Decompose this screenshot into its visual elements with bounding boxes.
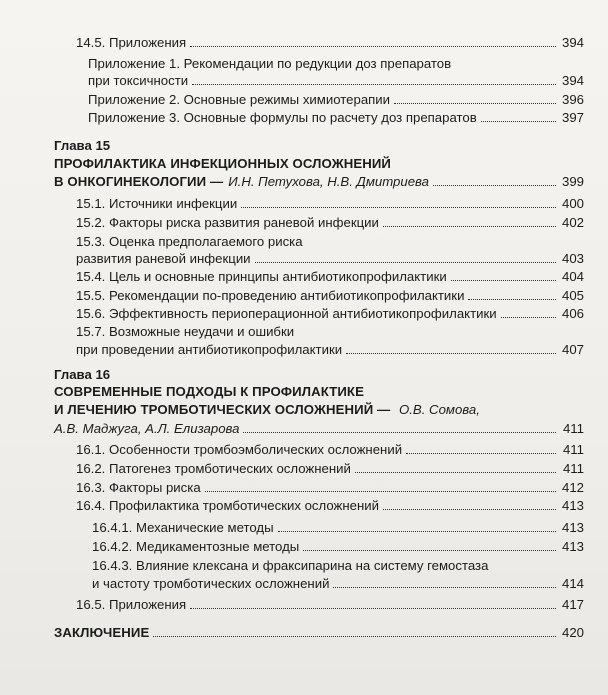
toc-entry-conclusion — [54, 624, 584, 641]
toc-entry-title: Приложение 1. Рекомендации по редукции доз препаратов — [88, 56, 452, 71]
toc-entry-title: 15.4. Цель и основные принципы антибиотикопрофилактики — [76, 269, 447, 284]
toc-entry — [76, 287, 584, 304]
toc-entry-page: 417 — [561, 597, 584, 612]
leader-dots — [278, 531, 556, 532]
toc-entry-page: 413 — [561, 498, 584, 513]
toc-entry-title: 16.3. Факторы риска — [76, 480, 201, 495]
chapter-title-line — [54, 401, 480, 418]
leader-dots — [333, 587, 556, 588]
toc-entry-title: 16.4. Профилактика тромботических осложнений — [76, 498, 380, 513]
toc-entry-title: 15.1. Источники инфекции — [76, 196, 238, 211]
toc-entry-title: развития раневой инфекции — [76, 251, 251, 266]
leader-dots — [243, 432, 556, 433]
toc-entry — [76, 34, 584, 51]
toc-entry-page: 414 — [561, 576, 584, 591]
toc-entry — [76, 214, 584, 231]
toc-entry-page: 411 — [562, 461, 584, 476]
chapter-title: СОВРЕМЕННЫЕ ПОДХОДЫ К ПРОФИЛАКТИКЕ — [54, 384, 364, 399]
toc-entry-page: 402 — [561, 215, 584, 230]
toc-entry-title: 14.5. Приложения — [76, 35, 187, 50]
toc-entry-title: ЗАКЛЮЧЕНИЕ — [54, 625, 150, 640]
chapter-label: Глава 15 — [54, 138, 111, 153]
chapter-label: Глава 16 — [54, 367, 111, 382]
toc-entry-page: 394 — [561, 35, 584, 50]
leader-dots — [190, 46, 556, 47]
leader-dots — [501, 317, 556, 318]
chapter-title: ПРОФИЛАКТИКА ИНФЕКЦИОННЫХ ОСЛОЖНЕНИЙ — [54, 156, 392, 171]
toc-entry-title: 15.7. Возможные неудачи и ошибки — [76, 324, 295, 339]
chapter-title: И ЛЕЧЕНИЮ ТРОМБОТИЧЕСКИХ ОСЛОЖНЕНИЙ — — [54, 402, 391, 417]
leader-dots — [383, 509, 556, 510]
toc-entry — [76, 596, 584, 613]
toc-entry-title: и частоту тромботических осложнений — [92, 576, 330, 591]
leader-dots — [303, 550, 556, 551]
toc-entry-page: 413 — [561, 520, 584, 535]
leader-dots — [241, 207, 556, 208]
toc-entry — [76, 195, 584, 212]
toc-entry-page: 407 — [561, 342, 584, 357]
toc-entry — [88, 72, 584, 89]
toc-entry-page: 399 — [561, 174, 584, 189]
leader-dots — [346, 353, 556, 354]
leader-dots — [468, 299, 556, 300]
toc-entry-title: 16.1. Особенности тромбоэмболических осложнений — [76, 442, 403, 457]
toc-entry-page: 404 — [561, 269, 584, 284]
leader-dots — [433, 185, 556, 186]
leader-dots — [192, 84, 556, 85]
leader-dots — [355, 472, 556, 473]
chapter-authors: А.В. Маджуга, А.Л. Елизарова — [54, 421, 240, 436]
toc-entry-page: 411 — [562, 421, 584, 436]
toc-entry — [76, 341, 584, 358]
toc-entry-page: 396 — [561, 92, 584, 107]
chapter-authors-line — [54, 420, 584, 437]
toc-entry-title: при токсичности — [88, 73, 189, 88]
toc-entry-page: 413 — [561, 539, 584, 554]
toc-entry-title: 16.4.3. Влияние клексана и фраксипарина на систему гемостаза — [92, 558, 489, 573]
toc-entry-title: 15.5. Рекомендации по-проведению антибиотикопрофилактики — [76, 288, 465, 303]
toc-entry-page: 411 — [562, 442, 584, 457]
chapter-title-line — [54, 173, 584, 190]
toc-entry — [92, 519, 584, 536]
leader-dots — [190, 608, 556, 609]
toc-entry — [76, 250, 584, 267]
toc-entry-page: 403 — [561, 251, 584, 266]
leader-dots — [255, 262, 556, 263]
chapter-authors: О.В. Сомова, — [399, 402, 480, 417]
toc-entry-page: 397 — [561, 110, 584, 125]
toc-entry-title: 15.2. Факторы риска развития раневой инфекции — [76, 215, 379, 230]
toc-entry-page: 405 — [561, 288, 584, 303]
toc-entry — [76, 268, 584, 285]
toc-entry-title: 16.4.1. Механические методы — [92, 520, 274, 535]
leader-dots — [451, 280, 556, 281]
toc-entry-title: Приложение 3. Основные формулы по расчету доз препаратов — [88, 110, 477, 125]
toc-entry-title: 16.2. Патогенез тромботических осложнений — [76, 461, 351, 476]
leader-dots — [153, 636, 556, 637]
toc-entry-title: 16.5. Приложения — [76, 597, 187, 612]
toc-entry-page: 394 — [561, 73, 584, 88]
leader-dots — [406, 453, 556, 454]
chapter-authors: И.Н. Петухова, Н.В. Дмитриева — [228, 174, 429, 189]
toc-entry-page: 412 — [561, 480, 584, 495]
leader-dots — [205, 491, 556, 492]
chapter-title: В ОНКОГИНЕКОЛОГИИ — — [54, 174, 224, 189]
toc-entry-title: 15.3. Оценка предполагаемого риска — [76, 234, 303, 249]
toc-entry — [76, 441, 584, 458]
leader-dots — [383, 226, 556, 227]
toc-entry — [76, 479, 584, 496]
toc-entry-title: Приложение 2. Основные режимы химиотерапии — [88, 92, 391, 107]
leader-dots — [481, 121, 556, 122]
toc-entry — [88, 91, 584, 108]
toc-entry-title: 16.4.2. Медикаментозные методы — [92, 539, 300, 554]
toc-entry — [92, 575, 584, 592]
toc-entry — [88, 109, 584, 126]
leader-dots — [394, 103, 556, 104]
toc-entry-page: 400 — [561, 196, 584, 211]
toc-entry — [76, 460, 584, 477]
toc-entry — [76, 305, 584, 322]
toc-entry — [76, 497, 584, 514]
toc-entry-page: 406 — [561, 306, 584, 321]
toc-entry-title: 15.6. Эффективность периоперационной антибиотикопрофилактики — [76, 306, 497, 321]
toc-entry-title: при проведении антибиотикопрофилактики — [76, 342, 343, 357]
toc-entry-page: 420 — [561, 625, 584, 640]
toc-entry — [92, 538, 584, 555]
